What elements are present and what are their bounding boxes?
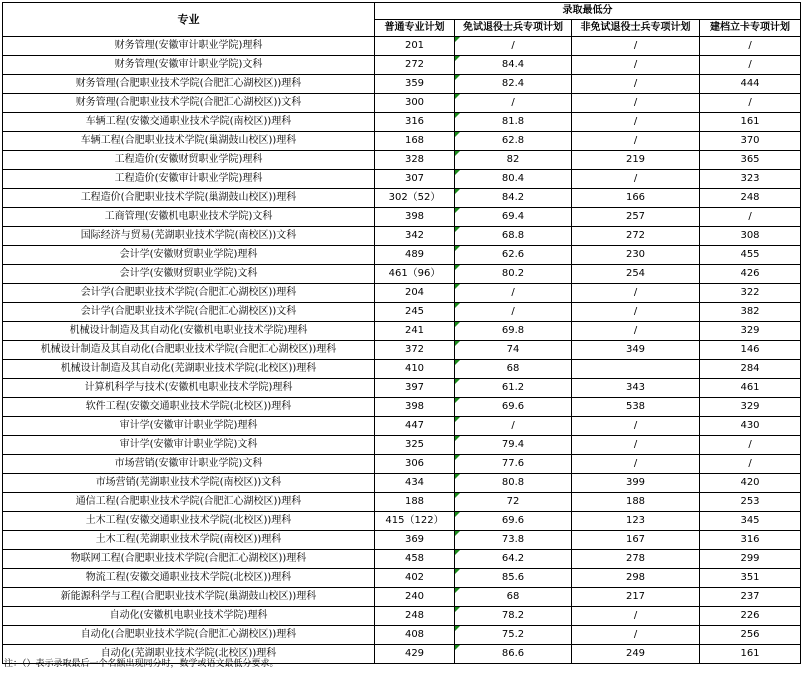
- exempt-veteran-cell: 62.8: [455, 132, 572, 151]
- exempt-veteran-cell: 82.4: [455, 75, 572, 94]
- poverty-registered-cell: 146: [700, 341, 801, 360]
- poverty-registered-cell: 329: [700, 398, 801, 417]
- poverty-registered-cell: 308: [700, 227, 801, 246]
- major-cell: 自动化(芜湖职业技术学院(北校区))理科: [3, 645, 375, 664]
- regular-plan-cell: 306: [375, 455, 455, 474]
- table-body: [3, 37, 801, 664]
- poverty-registered-cell: 329: [700, 322, 801, 341]
- major-cell: 会计学(合肥职业技术学院(合肥汇心湖校区))理科: [3, 284, 375, 303]
- regular-plan-cell: 204: [375, 284, 455, 303]
- regular-plan-cell: 429: [375, 645, 455, 664]
- table-row: [3, 189, 801, 208]
- regular-plan-cell: 461（96）: [375, 265, 455, 284]
- table-row: [3, 531, 801, 550]
- table-row: [3, 493, 801, 512]
- nonexempt-veteran-cell: 343: [572, 379, 700, 398]
- exempt-veteran-cell: 80.4: [455, 170, 572, 189]
- exempt-veteran-cell: 77.6: [455, 455, 572, 474]
- regular-plan-cell: 447: [375, 417, 455, 436]
- major-cell: 土木工程(安徽交通职业技术学院(北校区))理科: [3, 512, 375, 531]
- poverty-registered-cell: /: [700, 436, 801, 455]
- nonexempt-veteran-cell: 167: [572, 531, 700, 550]
- major-cell: 工程造价(安徽财贸职业学院)理科: [3, 151, 375, 170]
- nonexempt-veteran-cell: /: [572, 94, 700, 113]
- nonexempt-veteran-cell: 538: [572, 398, 700, 417]
- poverty-registered-cell: 382: [700, 303, 801, 322]
- regular-plan-cell: 300: [375, 94, 455, 113]
- nonexempt-veteran-cell: 272: [572, 227, 700, 246]
- table-row: [3, 75, 801, 94]
- table-row: [3, 170, 801, 189]
- exempt-veteran-cell: 62.6: [455, 246, 572, 265]
- col-header-exempt-veteran: 免试退役士兵专项计划: [455, 20, 572, 37]
- table-row: [3, 246, 801, 265]
- poverty-registered-cell: /: [700, 455, 801, 474]
- table-row: [3, 284, 801, 303]
- col-header-regular: 普通专业计划: [375, 20, 455, 37]
- col-header-poverty-registered: 建档立卡专项计划: [700, 20, 801, 37]
- major-cell: 审计学(安徽审计职业学院)理科: [3, 417, 375, 436]
- major-cell: 新能源科学与工程(合肥职业技术学院(巢湖鼓山校区))理科: [3, 588, 375, 607]
- major-cell: 会计学(安徽财贸职业学院)理科: [3, 246, 375, 265]
- regular-plan-cell: 415（122）: [375, 512, 455, 531]
- nonexempt-veteran-cell: /: [572, 170, 700, 189]
- regular-plan-cell: 307: [375, 170, 455, 189]
- regular-plan-cell: 458: [375, 550, 455, 569]
- poverty-registered-cell: 253: [700, 493, 801, 512]
- exempt-veteran-cell: 72: [455, 493, 572, 512]
- regular-plan-cell: 398: [375, 208, 455, 227]
- footnote: 注：（）表示录取最后一个名额出现同分时，数学或语文最低分要求。: [4, 659, 279, 669]
- table-row: [3, 436, 801, 455]
- regular-plan-cell: 272: [375, 56, 455, 75]
- exempt-veteran-cell: 69.6: [455, 398, 572, 417]
- table-row: [3, 360, 801, 379]
- table-row: [3, 607, 801, 626]
- regular-plan-cell: 489: [375, 246, 455, 265]
- regular-plan-cell: 434: [375, 474, 455, 493]
- poverty-registered-cell: 430: [700, 417, 801, 436]
- table-row: [3, 132, 801, 151]
- regular-plan-cell: 402: [375, 569, 455, 588]
- poverty-registered-cell: /: [700, 208, 801, 227]
- exempt-veteran-cell: /: [455, 303, 572, 322]
- exempt-veteran-cell: /: [455, 37, 572, 56]
- major-cell: 机械设计制造及其自动化(芜湖职业技术学院(北校区))理科: [3, 360, 375, 379]
- major-cell: 物流工程(安徽交通职业技术学院(北校区))理科: [3, 569, 375, 588]
- regular-plan-cell: 168: [375, 132, 455, 151]
- exempt-veteran-cell: 80.8: [455, 474, 572, 493]
- major-cell: 财务管理(合肥职业技术学院(合肥汇心湖校区))理科: [3, 75, 375, 94]
- major-cell: 机械设计制造及其自动化(合肥职业技术学院(合肥汇心湖校区))理科: [3, 341, 375, 360]
- table-row: [3, 512, 801, 531]
- nonexempt-veteran-cell: 254: [572, 265, 700, 284]
- major-cell: 计算机科学与技术(安徽机电职业技术学院)理科: [3, 379, 375, 398]
- exempt-veteran-cell: 82: [455, 151, 572, 170]
- exempt-veteran-cell: 78.2: [455, 607, 572, 626]
- poverty-registered-cell: 161: [700, 645, 801, 664]
- major-cell: 工商管理(安徽机电职业技术学院)文科: [3, 208, 375, 227]
- exempt-veteran-cell: 79.4: [455, 436, 572, 455]
- regular-plan-cell: 245: [375, 303, 455, 322]
- exempt-veteran-cell: 85.6: [455, 569, 572, 588]
- nonexempt-veteran-cell: /: [572, 626, 700, 645]
- poverty-registered-cell: 365: [700, 151, 801, 170]
- exempt-veteran-cell: 68.8: [455, 227, 572, 246]
- poverty-registered-cell: 351: [700, 569, 801, 588]
- major-cell: 物联网工程(合肥职业技术学院(合肥汇心湖校区))理科: [3, 550, 375, 569]
- nonexempt-veteran-cell: /: [572, 436, 700, 455]
- regular-plan-cell: 398: [375, 398, 455, 417]
- regular-plan-cell: 325: [375, 436, 455, 455]
- poverty-registered-cell: 323: [700, 170, 801, 189]
- table-row: [3, 626, 801, 645]
- table-row: [3, 322, 801, 341]
- exempt-veteran-cell: 68: [455, 360, 572, 379]
- poverty-registered-cell: /: [700, 37, 801, 56]
- major-header: 专业: [3, 3, 375, 37]
- poverty-registered-cell: 256: [700, 626, 801, 645]
- table-row: [3, 208, 801, 227]
- table-row: [3, 398, 801, 417]
- table-row: [3, 37, 801, 56]
- nonexempt-veteran-cell: /: [572, 132, 700, 151]
- major-cell: 自动化(合肥职业技术学院(合肥汇心湖校区))理科: [3, 626, 375, 645]
- major-cell: 机械设计制造及其自动化(安徽机电职业技术学院)理科: [3, 322, 375, 341]
- regular-plan-cell: 188: [375, 493, 455, 512]
- table-row: [3, 455, 801, 474]
- regular-plan-cell: 201: [375, 37, 455, 56]
- nonexempt-veteran-cell: 257: [572, 208, 700, 227]
- exempt-veteran-cell: 74: [455, 341, 572, 360]
- nonexempt-veteran-cell: [572, 360, 700, 379]
- regular-plan-cell: 369: [375, 531, 455, 550]
- table-row: [3, 417, 801, 436]
- poverty-registered-cell: 461: [700, 379, 801, 398]
- exempt-veteran-cell: 69.6: [455, 512, 572, 531]
- major-cell: 财务管理(合肥职业技术学院(合肥汇心湖校区))文科: [3, 94, 375, 113]
- nonexempt-veteran-cell: /: [572, 322, 700, 341]
- nonexempt-veteran-cell: /: [572, 56, 700, 75]
- table-row: [3, 227, 801, 246]
- min-score-group-header: 录取最低分: [375, 3, 801, 20]
- major-cell: 车辆工程(合肥职业技术学院(巢湖鼓山校区))理科: [3, 132, 375, 151]
- poverty-registered-cell: 226: [700, 607, 801, 626]
- exempt-veteran-cell: 68: [455, 588, 572, 607]
- admission-score-table: [2, 2, 801, 664]
- major-cell: 自动化(安徽机电职业技术学院)理科: [3, 607, 375, 626]
- poverty-registered-cell: 248: [700, 189, 801, 208]
- major-cell: 通信工程(合肥职业技术学院(合肥汇心湖校区))理科: [3, 493, 375, 512]
- exempt-veteran-cell: /: [455, 417, 572, 436]
- poverty-registered-cell: /: [700, 94, 801, 113]
- nonexempt-veteran-cell: 166: [572, 189, 700, 208]
- major-cell: 车辆工程(安徽交通职业技术学院(南校区))理科: [3, 113, 375, 132]
- exempt-veteran-cell: 69.4: [455, 208, 572, 227]
- nonexempt-veteran-cell: /: [572, 303, 700, 322]
- major-cell: 会计学(安徽财贸职业学院)文科: [3, 265, 375, 284]
- regular-plan-cell: 397: [375, 379, 455, 398]
- poverty-registered-cell: 444: [700, 75, 801, 94]
- poverty-registered-cell: 161: [700, 113, 801, 132]
- poverty-registered-cell: 237: [700, 588, 801, 607]
- table-row: [3, 303, 801, 322]
- nonexempt-veteran-cell: 298: [572, 569, 700, 588]
- table-row: [3, 569, 801, 588]
- nonexempt-veteran-cell: /: [572, 607, 700, 626]
- nonexempt-veteran-cell: 188: [572, 493, 700, 512]
- regular-plan-cell: 302（52）: [375, 189, 455, 208]
- nonexempt-veteran-cell: /: [572, 284, 700, 303]
- regular-plan-cell: 342: [375, 227, 455, 246]
- poverty-registered-cell: /: [700, 56, 801, 75]
- exempt-veteran-cell: 84.4: [455, 56, 572, 75]
- poverty-registered-cell: 345: [700, 512, 801, 531]
- col-header-nonexempt-veteran: 非免试退役士兵专项计划: [572, 20, 700, 37]
- exempt-veteran-cell: 75.2: [455, 626, 572, 645]
- exempt-veteran-cell: 84.2: [455, 189, 572, 208]
- nonexempt-veteran-cell: 349: [572, 341, 700, 360]
- exempt-veteran-cell: 64.2: [455, 550, 572, 569]
- regular-plan-cell: 316: [375, 113, 455, 132]
- exempt-veteran-cell: 73.8: [455, 531, 572, 550]
- regular-plan-cell: 248: [375, 607, 455, 626]
- nonexempt-veteran-cell: /: [572, 455, 700, 474]
- major-cell: 工程造价(安徽审计职业学院)理科: [3, 170, 375, 189]
- exempt-veteran-cell: 61.2: [455, 379, 572, 398]
- poverty-registered-cell: 284: [700, 360, 801, 379]
- nonexempt-veteran-cell: /: [572, 113, 700, 132]
- table-row: [3, 56, 801, 75]
- poverty-registered-cell: 322: [700, 284, 801, 303]
- major-cell: 软件工程(安徽交通职业技术学院(北校区))理科: [3, 398, 375, 417]
- major-cell: 土木工程(芜湖职业技术学院(南校区))理科: [3, 531, 375, 550]
- table-row: [3, 379, 801, 398]
- nonexempt-veteran-cell: /: [572, 37, 700, 56]
- major-cell: 审计学(安徽审计职业学院)文科: [3, 436, 375, 455]
- regular-plan-cell: 359: [375, 75, 455, 94]
- poverty-registered-cell: 299: [700, 550, 801, 569]
- nonexempt-veteran-cell: 217: [572, 588, 700, 607]
- regular-plan-cell: 410: [375, 360, 455, 379]
- table-row: [3, 588, 801, 607]
- major-cell: 工程造价(合肥职业技术学院(巢湖鼓山校区))理科: [3, 189, 375, 208]
- major-cell: 市场营销(安徽审计职业学院)文科: [3, 455, 375, 474]
- regular-plan-cell: 372: [375, 341, 455, 360]
- nonexempt-veteran-cell: 278: [572, 550, 700, 569]
- major-cell: 财务管理(安徽审计职业学院)文科: [3, 56, 375, 75]
- regular-plan-cell: 408: [375, 626, 455, 645]
- exempt-veteran-cell: 69.8: [455, 322, 572, 341]
- exempt-veteran-cell: 81.8: [455, 113, 572, 132]
- nonexempt-veteran-cell: /: [572, 417, 700, 436]
- table-row: [3, 341, 801, 360]
- major-cell: 市场营销(芜湖职业技术学院(南校区))文科: [3, 474, 375, 493]
- table-row: [3, 265, 801, 284]
- table-row: [3, 94, 801, 113]
- major-cell: 财务管理(安徽审计职业学院)理科: [3, 37, 375, 56]
- nonexempt-veteran-cell: 230: [572, 246, 700, 265]
- exempt-veteran-cell: /: [455, 94, 572, 113]
- poverty-registered-cell: 420: [700, 474, 801, 493]
- table-row: [3, 550, 801, 569]
- nonexempt-veteran-cell: /: [572, 75, 700, 94]
- poverty-registered-cell: 316: [700, 531, 801, 550]
- exempt-veteran-cell: 80.2: [455, 265, 572, 284]
- exempt-veteran-cell: 86.6: [455, 645, 572, 664]
- poverty-registered-cell: 426: [700, 265, 801, 284]
- nonexempt-veteran-cell: 399: [572, 474, 700, 493]
- nonexempt-veteran-cell: 219: [572, 151, 700, 170]
- nonexempt-veteran-cell: 249: [572, 645, 700, 664]
- regular-plan-cell: 240: [375, 588, 455, 607]
- poverty-registered-cell: 370: [700, 132, 801, 151]
- exempt-veteran-cell: /: [455, 284, 572, 303]
- poverty-registered-cell: 455: [700, 246, 801, 265]
- major-cell: 会计学(合肥职业技术学院(合肥汇心湖校区))文科: [3, 303, 375, 322]
- regular-plan-cell: 241: [375, 322, 455, 341]
- regular-plan-cell: 328: [375, 151, 455, 170]
- table-row: [3, 151, 801, 170]
- major-cell: 国际经济与贸易(芜湖职业技术学院(南校区))文科: [3, 227, 375, 246]
- nonexempt-veteran-cell: 123: [572, 512, 700, 531]
- table-row: [3, 474, 801, 493]
- table-row: [3, 113, 801, 132]
